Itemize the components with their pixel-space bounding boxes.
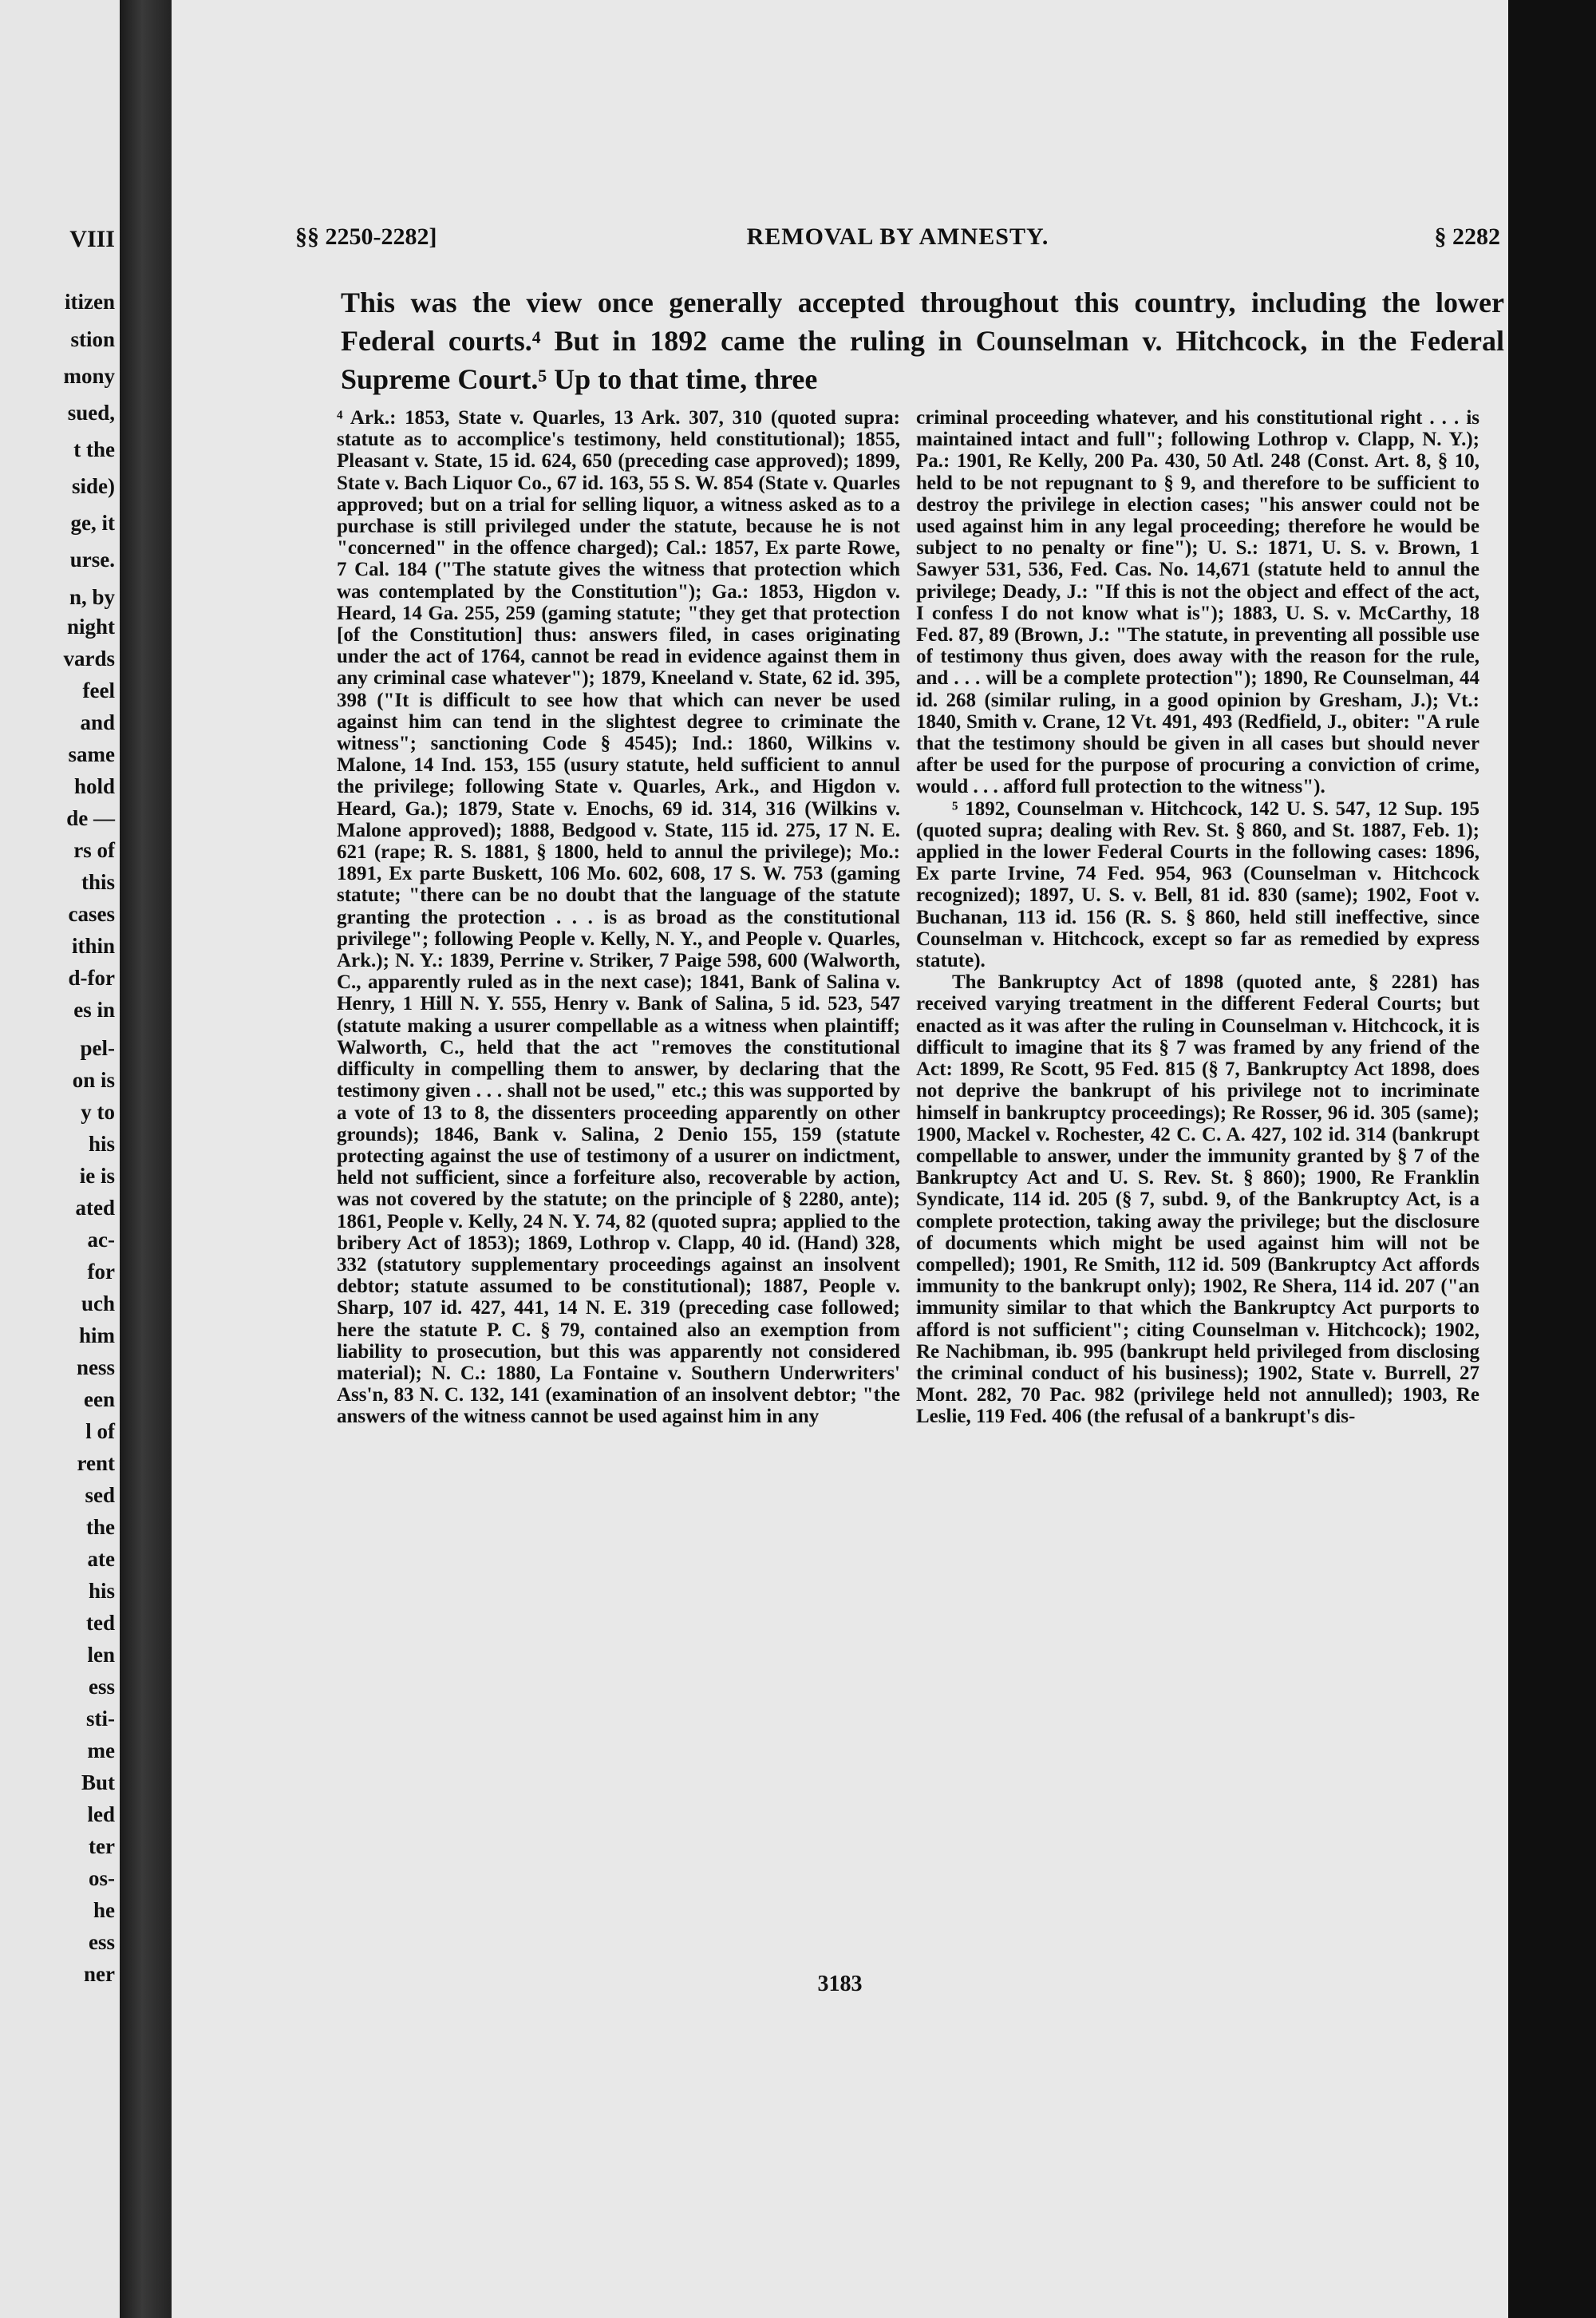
left-page-text-fragment: sti- (86, 1707, 115, 1731)
left-page-text-fragment: os- (89, 1866, 115, 1890)
left-page-edge (0, 0, 120, 2318)
left-page-text-fragment: ate (87, 1547, 115, 1571)
left-page-text-fragment: the (86, 1515, 115, 1539)
page-number: 3183 (817, 1972, 863, 1996)
left-page-text-fragment: me (87, 1738, 115, 1762)
left-page-text-fragment: ess (89, 1930, 115, 1954)
left-page-text-fragment: pel- (80, 1036, 115, 1060)
left-page-text-fragment: his (88, 1132, 115, 1156)
left-page-text-fragment: hold (73, 774, 115, 798)
footnote-4: ⁴ Ark.: 1853, State v. Quarles, 13 Ark. 307, 310 (quoted supra: statute as to accomplice's testimony, held constitutional); 1855, Pleasant v. State, 15 id. 624, 650 (preceding case approved); 1899, State v. Bach Liquor Co., 67 id. 163, 55 S. W. 854 (State v. Quarles approved; but on a trial for selling liquor, a witness asked as to a purchase is still privileged under the statute, because he is not "concerned" in the offence charged); Cal.: 1857, Ex parte Rowe, 7 Cal. 184 ("The statute gives the witness that protection which was contemplated by the Constitution"); Ga.: 1853, Higdon v. Heard, 14 Ga. 255, 259 (gaming statute; "they get that protection [of the Constitution] thus: answers filed, in cases originating under the act of 1764, cannot be read in evidence against them in any criminal case whatever"); 1879, Kneeland v. State, 62 id. 395, 398 ("It is difficult to see how that which can never be used against him can tend in the slightest degree to criminate the witness"; sanctioning Code § 4545); Ind.: 1860, Wilkins v. Malone, 14 Ind. 153, 155 (usury statute, held sufficient to annul the privilege; following State v. Quarles, Ark., and Higdon v. Heard, Ga.); 1879, State v. Enochs, 69 id. 314, 316 (Wilkins v. Malone approved); 1888, Bedgood v. State, 115 id. 275, 17 N. E. 621 (rape; R. S. 1881, § 1800, held to annul the privilege); Mo.: 1891, Ex parte Buskett, 106 Mo. 602, 608, 17 S. W. 753 (gaming statute; "there can be no doubt that the language of the statute granting the protection . . . is as broad as the constitutional privilege"; following People v. Kelly, N. Y., and People v. Quarles, Ark.); N. Y.: 1839, Perrine v. Striker, 7 Paige 598, 600 (Walworth, C., apparently ruled as in the next case); 1841, Bank of Salina v. Henry, 1 Hill N. Y. 555, Henry v. Bank of Salina, 5 id. 523, 547 (statute making a usurer compellable as a witness when plaintiff; Walworth, C., held that the act "removes the constitutional difficulty in compelling them to answer, by declaring that the testimony given . . . shall not be used," etc.; this was supported by a vote of 13 to 8, the dissenters proceeding apparently on other grounds); 1846, Bank v. Salina, 2 Denio 155, 159 (statute protecting against the use of testimony of a usurer on indictment, held not sufficient, since a forfeiture also, recoverable by action, was not covered by the statute; on the principle of § 2280, ante); 1861, People v. Kelly, 24 N. Y. 74, 82 (quoted supra; applied to the bribery Act of 1853); 1869, Lothrop v. Clapp, 40 id. (Hand) 328, 332 (statutory supplementary proceedings against an insolvent debtor; statute assumed to be constitutional); 1887, People v. Sharp, 107 id. 427, 441, 14 N. E. 319 (preceding case followed; here the statute P. C. § 79, contained also an exemption from liability to prosecution, but this was apparently not considered material); N. C.: 1880, La Fontaine v. Southern Underwriters' Ass'n, 83 N. C. 132, 141 (examination of an insolvent debtor; "the answers of the witness cannot be used against him in any (337, 407, 900, 1428)
left-page-text-fragment: itizen (65, 290, 115, 314)
left-page-text-fragment: and (80, 710, 115, 734)
left-page-text-fragment: for (87, 1260, 115, 1284)
left-page-text-fragment: ted (86, 1611, 115, 1635)
left-page-text-fragment: same (68, 742, 115, 766)
left-page-text-fragment: ithin (71, 934, 115, 958)
left-page-text-fragment: d-for (68, 966, 115, 990)
left-page-text-fragment: len (87, 1643, 115, 1667)
left-page-text-fragment: y to (81, 1100, 115, 1124)
left-page-text-fragment: him (78, 1323, 115, 1347)
left-page-text-fragment: night (66, 615, 115, 639)
left-page-text-fragment: een (84, 1387, 115, 1411)
footnote-5-bankruptcy: The Bankruptcy Act of 1898 (quoted ante, § 2281) has received varying treatment in the different Federal Courts; but enacted as it was after the ruling in Counselman v. Hitchcock, it is difficult to imagine that its § 7 was framed by any friend of the Act: 1899, Re Scott, 95 Fed. 815 (§ 7, Bankruptcy Act 1898, does not deprive the bankrupt of his privilege not to incriminate himself in bankruptcy proceedings); Re Rosser, 96 id. 305 (same); 1900, Mackel v. Rochester, 42 C. C. A. 427, 102 id. 314 (bankrupt compellable to answer, under the immunity granted by § 7 of the Bankruptcy Act and U. S. Rev. St. § 860); 1900, Re Franklin Syndicate, 114 id. 205 (§ 7, subd. 9, of the Bankruptcy Act, is a complete protection, taking away the privilege; but the disclosure of documents which might be used against him will not be compelled); 1901, Re Smith, 112 id. 509 (Bankruptcy Act affords immunity to the bankrupt only); 1902, Re Shera, 114 id. 207 ("an immunity similar to that which the Bankruptcy Act purports to afford is not sufficient"; citing Counselman v. Hitchcock); 1902, Re Nachibman, ib. 995 (bankrupt held privileged from disclosing the criminal conduct of his business); 1902, State v. Burrell, 27 Mont. 282, 70 Pac. 982 (privilege held not annulled); 1903, Re Leslie, 119 Fed. 406 (the refusal of a bankrupt's dis- (916, 971, 1479, 1428)
left-page-text-fragment: But (81, 1770, 115, 1794)
book-gutter (120, 0, 176, 2318)
left-page-text-fragment: es in (73, 998, 115, 1022)
left-page-text-fragment: vards (63, 647, 115, 670)
footnotes-right-column (916, 407, 1479, 1428)
left-page-text-fragment: ess (89, 1675, 115, 1699)
left-page-text-fragment: urse. (69, 548, 115, 572)
left-page-text-fragment: VIII (69, 226, 115, 252)
footnote-4-continued: criminal proceeding whatever, and his constitutional right . . . is maintained intact and full"; following Lothrop v. Clapp, N. Y.); Pa.: 1901, Re Kelly, 200 Pa. 430, 50 Atl. 248 (Const. Art. 8, § 10, held to be not repugnant to § 9, and therefore to be sufficient to destroy the privilege in election cases; "his answer could not be used against him in any legal proceeding; therefore he would be subject to no penalty or fine"); U. S.: 1871, U. S. v. Brown, 1 Sawyer 531, 536, Fed. Cas. No. 14,671 (statute held to annul the privilege; Deady, J.: "If this is not the object and effect of the act, I confess I do not know what is"); 1883, U. S. v. McCarthy, 18 Fed. 87, 89 (Brown, J.: "The statute, in preventing all possible use of testimony thus given, does away with the reason for the rule, and . . . will be a complete protection"); 1890, Re Counselman, 44 id. 268 (similar ruling, in a good opinion by Gresham, J.); Vt.: 1840, Smith v. Crane, 12 Vt. 491, 493 (Redfield, J., obiter: "A rule that the testimony should be given in all cases but should never after be used for the purpose of procuring a conviction of crime, would . . . afford full protection to the witness"). (916, 407, 1479, 798)
scan-border (1508, 0, 1596, 2318)
footnote-5: ⁵ 1892, Counselman v. Hitchcock, 142 U. S. 547, 12 Sup. 195 (quoted supra; dealing with Rev. St. § 860, and St. 1887, Feb. 1); applied in the lower Federal Courts in the following cases: 1896, Ex parte Irvine, 74 Fed. 954, 963 (Counselman v. Hitchcock recognized); 1897, U. S. v. Bell, 81 id. 830 (same); 1902, Foot v. Buchanan, 113 id. 156 (R. S. § 860, held still ineffective, since Counselman v. Hitchcock, except so far as remedied by express statute). (916, 797, 1479, 972)
book-page (172, 0, 1508, 2318)
left-page-text-fragment: rent (77, 1451, 115, 1475)
left-page-text-fragment: mony (63, 364, 115, 388)
left-page-text-fragment: sued, (67, 401, 115, 425)
left-page-text-fragment: on is (72, 1068, 115, 1092)
header-title: REMOVAL BY AMNESTY. (746, 223, 1049, 250)
left-page-text-fragment: rs of (73, 838, 115, 862)
left-page-text-fragment: he (93, 1898, 115, 1922)
header-section-range: §§ 2250-2282] (295, 223, 437, 250)
footnotes-left-column (337, 407, 900, 1428)
left-page-text-fragment: de — (66, 806, 115, 830)
header-section: § 2282 (1434, 223, 1500, 250)
left-page-text-fragment: ac- (87, 1228, 115, 1252)
left-page-text-fragment: feel (82, 678, 115, 702)
left-page-text-fragment: ner (84, 1962, 115, 1986)
left-page-text-fragment: ated (75, 1196, 115, 1220)
main-paragraph: This was the view once generally accepted throughout this country, including the lower Federal courts.⁴ But in 1892 came the ruling in Counselman v. Hitchcock, in the Federal Supreme Court.⁵ Up to that time, three (341, 287, 1504, 395)
left-page-text-fragment: side) (72, 474, 115, 498)
left-page-text-fragment: ge, it (70, 511, 115, 535)
left-page-text-fragment: n, by (69, 585, 115, 609)
left-page-text-fragment: uch (81, 1292, 115, 1315)
left-page-text-fragment: led (87, 1802, 115, 1826)
left-page-text-fragment: stion (70, 327, 115, 351)
left-page-text-fragment: ie is (79, 1164, 115, 1188)
left-page-text-fragment: this (81, 870, 115, 894)
left-page-text-fragment: ter (89, 1834, 115, 1858)
left-page-text-fragment: l of (85, 1419, 115, 1443)
left-page-text-fragment: cases (68, 902, 115, 926)
left-page-text-fragment: sed (85, 1483, 115, 1507)
running-header (295, 223, 1500, 255)
left-page-text-fragment: t the (73, 437, 115, 461)
left-page-text-fragment: ness (76, 1355, 115, 1379)
left-page-text-fragment: his (88, 1579, 115, 1603)
